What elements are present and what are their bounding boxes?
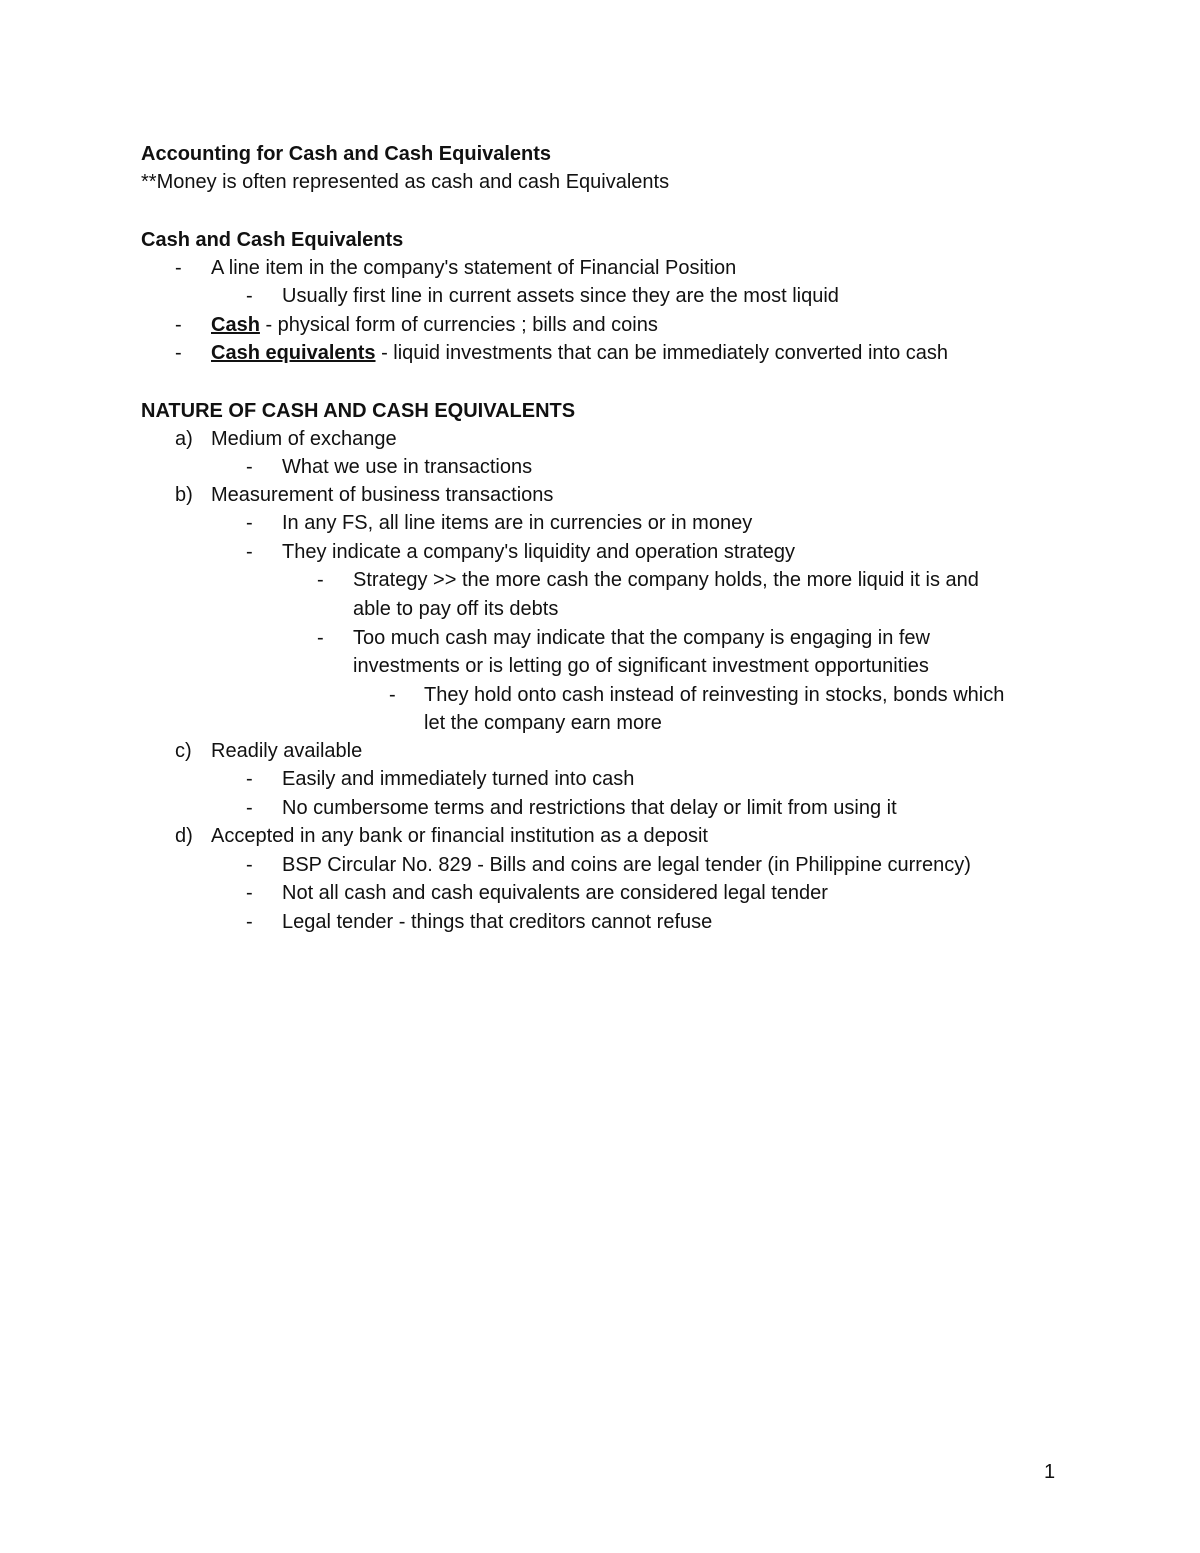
- bullet-marker: -: [246, 512, 253, 534]
- bullet-marker: -: [175, 314, 182, 336]
- list-item: They indicate a company's liquidity and operation strategy: [282, 541, 795, 563]
- list-item-cash-definition: [211, 311, 658, 339]
- bullet-marker: -: [246, 285, 253, 307]
- bullet-marker: -: [317, 569, 324, 591]
- list-item: A line item in the company's statement of Financial Position: [211, 257, 737, 279]
- list-item: Too much cash may indicate that the company is engaging in few: [353, 627, 930, 649]
- bullet-marker: -: [246, 854, 253, 876]
- list-item-continuation: investments or is letting go of significant investment opportunities: [353, 655, 929, 677]
- list-item: In any FS, all line items are in currencies or in money: [282, 512, 753, 534]
- list-item: No cumbersome terms and restrictions that delay or limit from using it: [282, 797, 897, 819]
- bullet-marker: -: [175, 342, 182, 364]
- bullet-marker: -: [246, 456, 253, 478]
- document-note: **Money is often represented as cash and cash Equivalents: [141, 171, 670, 193]
- term-cash-equivalents: Cash equivalents: [211, 342, 376, 364]
- bullet-marker: -: [246, 768, 253, 790]
- list-item-cash-equivalents-definition: [211, 339, 948, 367]
- list-item: Accepted in any bank or financial institution as a deposit: [211, 825, 708, 847]
- definition-text: - liquid investments that can be immediately converted into cash: [375, 342, 949, 364]
- list-item: Usually first line in current assets since they are the most liquid: [282, 285, 839, 307]
- bullet-marker: -: [246, 911, 253, 933]
- list-item: Medium of exchange: [211, 428, 397, 450]
- term-cash: Cash: [211, 314, 260, 336]
- list-item: They hold onto cash instead of reinvesting in stocks, bonds which: [424, 684, 1005, 706]
- list-item: Measurement of business transactions: [211, 484, 554, 506]
- bullet-marker: -: [246, 882, 253, 904]
- list-item: Strategy >> the more cash the company holds, the more liquid it is and: [353, 569, 979, 591]
- list-marker-d: d): [175, 825, 193, 847]
- bullet-marker: -: [175, 257, 182, 279]
- bullet-marker: -: [246, 541, 253, 563]
- list-item: Readily available: [211, 740, 363, 762]
- bullet-marker: -: [317, 627, 324, 649]
- document-title: Accounting for Cash and Cash Equivalents: [141, 143, 552, 165]
- page-number: 1: [1044, 1461, 1056, 1483]
- section-heading-nature: NATURE OF CASH AND CASH EQUIVALENTS: [141, 400, 576, 422]
- list-item: BSP Circular No. 829 - Bills and coins are legal tender (in Philippine currency): [282, 854, 971, 876]
- section-heading-cash-and-cash-equivalents: Cash and Cash Equivalents: [141, 229, 404, 251]
- list-item-continuation: let the company earn more: [424, 712, 662, 734]
- bullet-marker: -: [246, 797, 253, 819]
- list-item: Legal tender - things that creditors cannot refuse: [282, 911, 713, 933]
- list-marker-c: c): [175, 740, 192, 762]
- bullet-marker: -: [389, 684, 396, 706]
- list-item: Not all cash and cash equivalents are considered legal tender: [282, 882, 828, 904]
- list-item: What we use in transactions: [282, 456, 533, 478]
- list-item: Easily and immediately turned into cash: [282, 768, 635, 790]
- list-marker-b: b): [175, 484, 193, 506]
- definition-text: - physical form of currencies ; bills and coins: [259, 314, 658, 336]
- list-marker-a: a): [175, 428, 193, 450]
- list-item-continuation: able to pay off its debts: [353, 598, 559, 620]
